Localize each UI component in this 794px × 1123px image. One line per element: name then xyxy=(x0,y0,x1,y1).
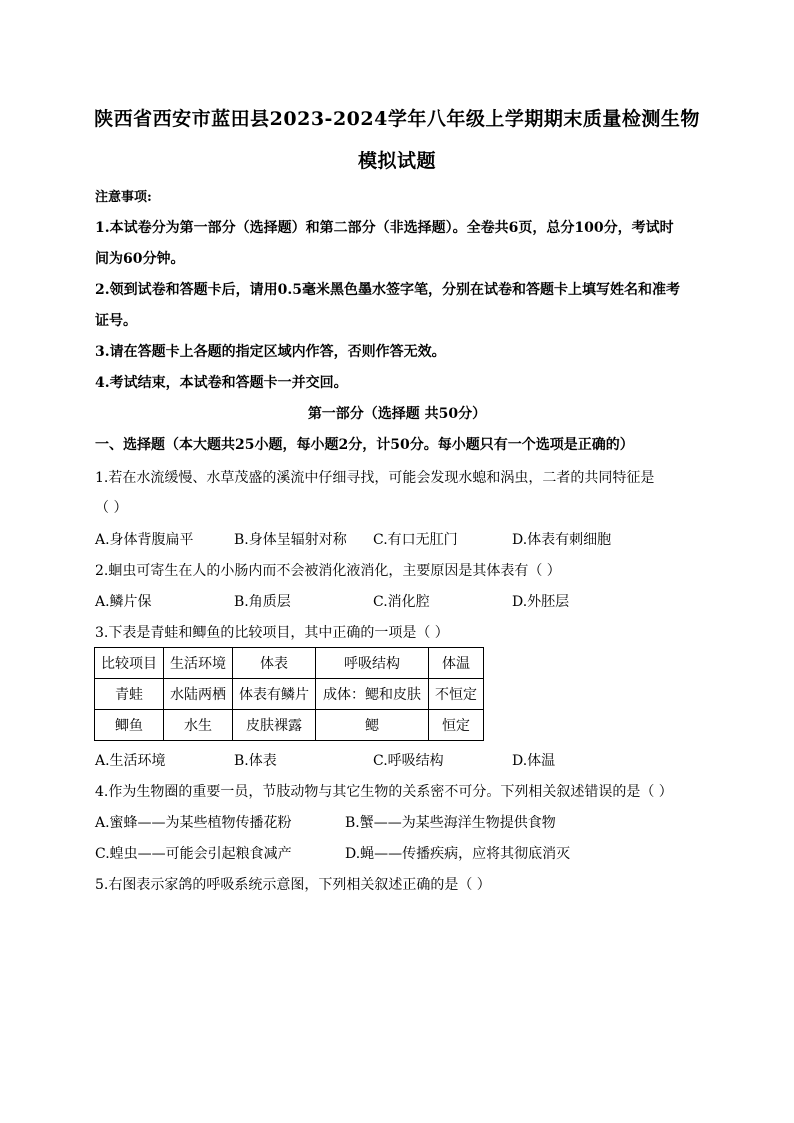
q1-option-c: C.有口无肛门 xyxy=(373,532,458,548)
q4-option-a: A.蜜蜂——为某些植物传播花粉 xyxy=(95,815,292,831)
table-cell: 恒定 xyxy=(429,710,484,741)
q1-stem-b: （ ） xyxy=(95,500,128,516)
q3-option-a: A.生活环境 xyxy=(95,753,166,769)
notice-item-1b: 间为60分钟。 xyxy=(95,251,185,267)
section-heading: 一、选择题（本大题共25小题，每小题2分，计50分。每小题只有一个选项是正确的） xyxy=(95,437,634,453)
q1-option-b: B.身体呈辐射对称 xyxy=(234,532,347,548)
q2-option-a: A.鳞片保 xyxy=(95,594,152,610)
notice-item-1a: 1.本试卷分为第一部分（选择题）和第二部分（非选择题）。全卷共6页，总分100分，考试时 xyxy=(95,220,674,236)
notice-item-2b: 证号。 xyxy=(95,313,137,329)
q1-stem-a: 1.若在水流缓慢、水草茂盛的溪流中仔细寻找，可能会发现水螅和涡虫，二者的共同特征是 xyxy=(95,470,655,486)
notice-item-3: 3.请在答题卡上各题的指定区域内作答，否则作答无效。 xyxy=(95,344,446,360)
q1-option-a: A.身体背腹扁平 xyxy=(95,532,194,548)
q4-option-b: B.蟹——为某些海洋生物提供食物 xyxy=(345,815,556,831)
table-row xyxy=(95,710,484,741)
q1-option-d: D.体表有刺细胞 xyxy=(512,532,612,548)
exam-title-line1: 陕西省西安市蓝田县2023-2024学年八年级上学期期末质量检测生物 xyxy=(94,108,700,130)
exam-title-line2: 模拟试题 xyxy=(357,150,436,172)
part1-heading: 第一部分（选择题 共50分） xyxy=(307,406,487,422)
table-row xyxy=(95,679,484,710)
q2-stem: 2.蛔虫可寄生在人的小肠内而不会被消化液消化，主要原因是其体表有（ ） xyxy=(95,563,561,579)
q3-comparison-table xyxy=(94,647,484,741)
q4-stem: 4.作为生物圈的重要一员，节肢动物与其它生物的关系密不可分。下列相关叙述错误的是（ ） xyxy=(95,784,673,800)
q3-option-b: B.体表 xyxy=(234,753,277,769)
table-header-cell: 呼吸结构 xyxy=(316,648,429,679)
table-header-cell: 体温 xyxy=(429,648,484,679)
notice-heading: 注意事项: xyxy=(95,190,152,205)
table-cell: 不恒定 xyxy=(429,679,484,710)
q2-option-b: B.角质层 xyxy=(234,594,291,610)
table-header-cell: 体表 xyxy=(233,648,316,679)
table-cell: 成体：鳃和皮肤 xyxy=(316,679,429,710)
q3-option-c: C.呼吸结构 xyxy=(373,753,444,769)
table-header-cell: 生活环境 xyxy=(164,648,233,679)
notice-item-2a: 2.领到试卷和答题卡后，请用0.5毫米黑色墨水签字笔，分别在试卷和答题卡上填写姓名和准考 xyxy=(95,282,680,298)
table-header-row xyxy=(95,648,484,679)
table-cell: 水生 xyxy=(164,710,233,741)
table-cell: 鲫鱼 xyxy=(95,710,164,741)
table-cell: 皮肤裸露 xyxy=(233,710,316,741)
table-cell: 鳃 xyxy=(316,710,429,741)
q3-option-d: D.体温 xyxy=(512,753,556,769)
table-cell: 水陆两栖 xyxy=(164,679,233,710)
q4-option-c: C.蝗虫——可能会引起粮食减产 xyxy=(95,846,292,862)
q3-stem: 3.下表是青蛙和鲫鱼的比较项目，其中正确的一项是（ ） xyxy=(95,625,449,641)
notice-item-4: 4.考试结束，本试卷和答题卡一并交回。 xyxy=(95,375,348,391)
table-cell: 青蛙 xyxy=(95,679,164,710)
table-cell: 体表有鳞片 xyxy=(233,679,316,710)
q2-option-d: D.外胚层 xyxy=(512,594,570,610)
q5-stem: 5.右图表示家鸽的呼吸系统示意图，下列相关叙述正确的是（ ） xyxy=(95,877,491,893)
q2-option-c: C.消化腔 xyxy=(373,594,430,610)
table-header-cell: 比较项目 xyxy=(95,648,164,679)
q4-option-d: D.蝇——传播疾病，应将其彻底消灭 xyxy=(345,846,571,862)
